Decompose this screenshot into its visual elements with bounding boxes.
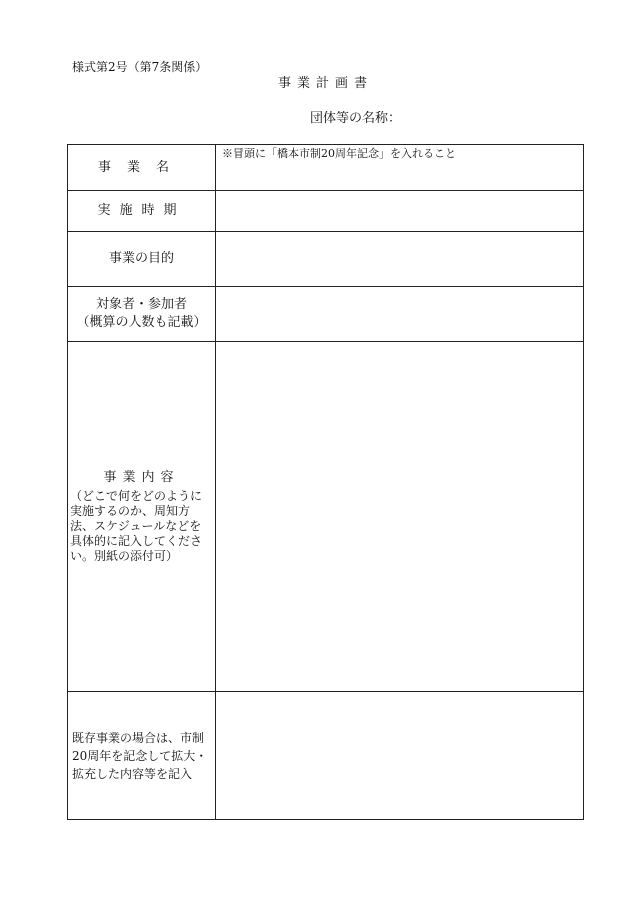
period-label-cell [68, 191, 216, 232]
participants-field[interactable] [216, 287, 584, 342]
form-number-label: 様式第2号（第7条関係） [72, 60, 208, 74]
row-participants [68, 287, 584, 342]
project-name-label-cell [68, 145, 216, 191]
row-content [68, 342, 584, 692]
purpose-label: 事業の目的 [108, 251, 174, 266]
content-field[interactable] [216, 342, 584, 692]
row-period [68, 191, 584, 232]
content-label: 事業内容 [103, 470, 180, 485]
project-name-note: ※冒頭に「橋本市制20周年記念」を入れること [222, 147, 456, 160]
participants-sub-label: （概算の人数も記載） [76, 315, 207, 330]
row-existing-project [68, 692, 584, 820]
content-sub-label: （どこで何をどのように実施するのか、周知方法、スケジュールなどを具体的に記入してください。別紙の添付可） [70, 489, 203, 563]
organization-name-row [310, 111, 401, 127]
existing-project-field[interactable] [216, 692, 584, 820]
purpose-label-cell [68, 232, 216, 287]
project-name-label: 事業名 [97, 159, 185, 175]
document-title: 事業計画書 [278, 76, 374, 91]
content-label-cell [68, 342, 216, 692]
period-label: 実施時期 [97, 203, 186, 218]
existing-project-label-cell [68, 692, 216, 820]
plan-table [67, 144, 584, 820]
row-purpose [68, 232, 584, 287]
purpose-field[interactable] [216, 232, 584, 287]
organization-name-label: 団体等の名称： [310, 111, 402, 126]
period-field[interactable] [216, 191, 584, 232]
participants-label: 対象者・参加者 [95, 297, 187, 312]
existing-project-label: 既存事業の場合は、市制20周年を記念して拡大・拡充した内容等を記入 [72, 730, 208, 781]
participants-label-cell [68, 287, 216, 342]
row-project-name [68, 145, 584, 191]
project-name-field[interactable] [216, 145, 584, 191]
